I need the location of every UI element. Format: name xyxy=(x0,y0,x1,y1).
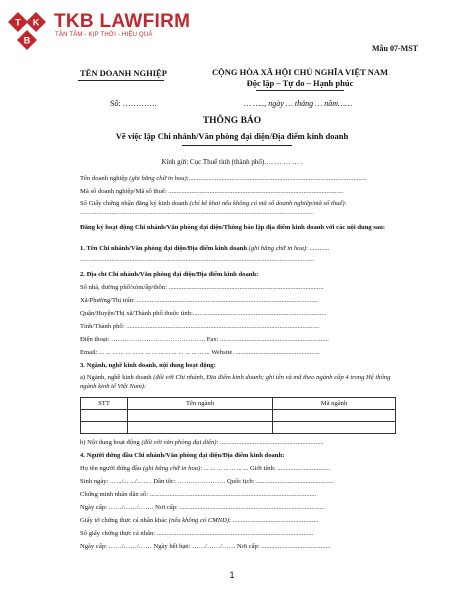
form-number: Mẫu 07-MST xyxy=(372,44,418,53)
head-other-id: Giấy tờ chứng thực cá nhân khác (nếu không có CMND): .................................................... xyxy=(80,517,319,524)
table-row xyxy=(81,410,396,422)
section-3b: b) Nội dung hoạt động (đối với văn phòng đại diện): ............................................................... xyxy=(80,439,324,446)
table-cell[interactable] xyxy=(128,410,273,422)
field-business-cert: Số Giấy chứng nhận đăng ký kinh doanh (chỉ kê khai nếu không có mã số doanh nghiệp/mã số thuế): xyxy=(80,200,347,207)
intro-text: Đăng ký hoạt động Chi nhánh/Văn phòng đại diện/Thông báo lập địa điểm kinh doanh với các nội dung sau: xyxy=(80,224,386,231)
head-other-id-dates: Ngày cấp: ……/……/…… Ngày hết hạn: ……/……/…… Nơi cấp: .......................................... xyxy=(80,543,331,550)
document-subtitle: Về việc lập Chi nhánh/Văn phòng đại diện/Địa điểm kinh doanh xyxy=(115,131,349,141)
document-number: Số: …………. xyxy=(110,99,157,108)
business-name-heading: TÊN DOANH NGHIỆP xyxy=(80,68,167,78)
head-other-id-number: Số giấy chứng thực cá nhân: ............................................................................................... xyxy=(80,530,314,537)
section-1: 1. Tên Chi nhánh/Văn phòng đại diện/Địa điểm kinh doanh (ghi bằng chữ in hoa): ............ xyxy=(80,245,330,252)
brand-tagline: TẬN TÂM - KỊP THỜI - HIỆU QUẢ xyxy=(55,32,153,38)
table-cell[interactable] xyxy=(273,422,396,434)
divider xyxy=(182,145,292,146)
table-cell[interactable] xyxy=(128,422,273,434)
head-id-number: Chứng minh nhân dân số: ..................................................................................................... xyxy=(80,491,317,498)
national-motto: Độc lập – Tự do – Hạnh phúc xyxy=(246,78,354,88)
national-title: CỘNG HÒA XÃ HỘI CHỦ NGHĨA VIỆT NAM xyxy=(211,67,389,77)
brand-name: TKB LAWFIRM xyxy=(54,11,191,32)
head-birth-ethnicity: Sinh ngày: ... .../... .../... ... . Dân tộc: …………………. Quốc tịch: ............................................... xyxy=(80,478,334,485)
field-business-name: Tên doanh nghiệp (ghi bằng chữ in hoa):............................................................................................................ xyxy=(80,175,367,182)
field-tax-code: Mã số doanh nghiệp/Mã số thuế: .......................................................................................................... xyxy=(80,188,344,195)
address-ward: Xã/Phường/Thị trấn: .............................................................................................................. xyxy=(80,297,318,304)
tkb-logo xyxy=(6,10,48,52)
table-header-code: Mã ngành xyxy=(273,398,396,410)
section-1-continuation: .............................................................................................................................................. xyxy=(80,256,315,263)
table-cell[interactable] xyxy=(81,422,128,434)
address-phone-fax: Điện thoại: ……………………………………. Fax: .................................................................. xyxy=(80,336,329,343)
recipient-line: Kính gửi: Cục Thuế tỉnh (thành phố)…. … … … . xyxy=(161,158,303,166)
head-full-name: Họ tên người đứng đầu (ghi bằng chữ in hoa): ... ... ... ... ... ... ... Giới tính: ................................ xyxy=(80,465,330,472)
address-email-website: Email: ... ... ... ... ... ... ... ... ... ... ... ... ... ... ... ... ... Website. ................................................... xyxy=(80,349,320,356)
divider xyxy=(78,80,164,81)
address-district: Quận/Huyện/Thị xã/Thành phố thuộc tỉnh:................................................................................. xyxy=(80,310,327,317)
section-3-heading: 3. Ngành, nghề kinh doanh, nội dung hoạt động: xyxy=(80,362,216,369)
address-street: Số nhà, đường phố/xóm/ấp/thôn: .............................................................................................. xyxy=(80,284,324,291)
address-province: Tỉnh/Thành phố: ..................................................................................................................... xyxy=(80,323,320,330)
business-lines-table xyxy=(80,397,396,434)
logo-letter-k: K xyxy=(32,17,40,28)
document-title: THÔNG BÁO xyxy=(202,116,262,126)
section-4-heading: 4. Người đứng đầu Chi nhánh/Văn phòng đại diện/Địa điểm kinh doanh: xyxy=(80,452,285,459)
head-id-issue: Ngày cấp: ……/……/……. Nơi cấp: ........................................................................................ xyxy=(80,504,325,511)
logo-letter-b: B xyxy=(23,35,31,46)
table-header-row xyxy=(81,398,396,410)
field-business-cert-continuation: .............................................................................................................................................. xyxy=(80,209,315,216)
table-header-name: Tên ngành xyxy=(128,398,273,410)
table-cell[interactable] xyxy=(81,410,128,422)
section-2-heading: 2. Địa chỉ Chi nhánh/Văn phòng đại diện/Địa điểm kinh doanh: xyxy=(80,271,259,278)
date-line: … ….., ngày … tháng … năm…… xyxy=(244,99,353,108)
section-3a: a) Ngành, nghề kinh doanh (đối với Chi nhánh, Địa điểm kinh doanh; ghi tên và mã theo ngành cấp 4 trong Hệ thống ngành kinh tế Việt Nam): xyxy=(80,374,391,390)
logo-letter-t: T xyxy=(15,17,21,28)
table-cell[interactable] xyxy=(273,410,396,422)
table-header-stt: STT xyxy=(81,398,128,410)
divider xyxy=(256,90,344,91)
table-row xyxy=(81,422,396,434)
page-number: 1 xyxy=(229,570,235,580)
